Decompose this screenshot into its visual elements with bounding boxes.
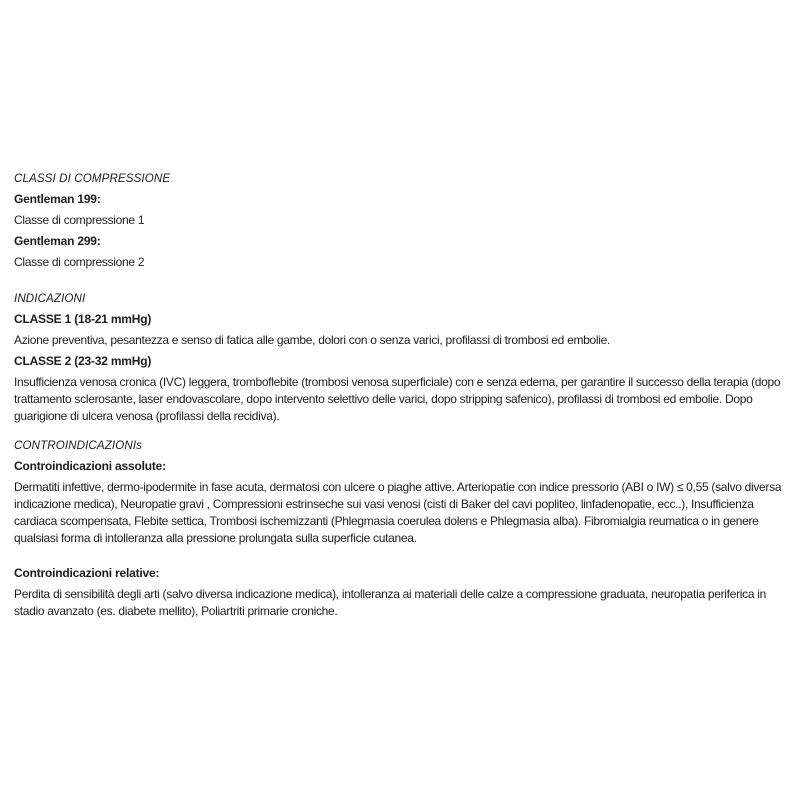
compression-classes-heading: CLASSI DI COMPRESSIONE — [14, 172, 171, 185]
product-class-gentleman-199: Classe di compressione 1 — [14, 213, 145, 227]
absolute-contraindications-text: Dermatiti infettive, dermo-ipodermite in fase acuta, dermatosi con ulcere o piaghe attive. Arteriopatie con indice pressorio (ABI o IW) ≤ 0,55 (salvo diversa indicazione medica), Neuropatie gravi , Compressioni estrinseche sui vasi venosi (cisti di Baker del cavi popliteo, linfadenopatie, ecc..), Insufficienza cardiaca scompensata, Flebite settica, Trombosi ischemizzanti (Phlegmasia coerulea dolens e Phlegmasia alba). Fibromialgia reumatica o in genere qualsiasi forma di intolleranza alla pressione prolungata sulla superficie cutanea. — [14, 480, 782, 545]
class2-title: CLASSE 2 (23-32 mmHg) — [14, 354, 152, 368]
absolute-contraindications-title: Controindicazioni assolute: — [14, 459, 166, 473]
relative-contraindications-text: Perdita di sensibilità degli arti (salvo diversa indicazione medica), intolleranza ai materiali delle calze a compressione graduata, neuropatia periferica in stadio avanzato (es. diabete mellito), Poliartriti primarie croniche. — [14, 587, 766, 618]
product-label-gentleman-299: Gentleman 299: — [14, 234, 101, 248]
class1-title: CLASSE 1 (18-21 mmHg) — [14, 312, 152, 326]
product-class-gentleman-299: Classe di compressione 2 — [14, 255, 145, 269]
section-indications — [14, 290, 786, 425]
section-compression-classes — [14, 170, 786, 271]
product-label-gentleman-199: Gentleman 199: — [14, 192, 101, 206]
relative-contraindications-title: Controindicazioni relative: — [14, 566, 160, 580]
class2-description: Insufficienza venosa cronica (IVC) leggera, tromboflebite (trombosi venosa superficiale) con e senza edema, per garantire il successo della terapia (dopo trattamento sclerosante, laser endovascolare, dopo intervento selettivo delle varici, dopo stripping safenico), profilassi di trombosi ed embolie. Dopo guarigione di ulcera venosa (profilassi della recidiva). — [14, 375, 781, 423]
indications-heading: INDICAZIONI — [14, 292, 86, 305]
contraindications-heading: CONTROINDICAZIONIs — [14, 439, 143, 452]
class1-description: Azione preventiva, pesantezza e senso di fatica alle gambe, dolori con o senza varici, profilassi di trombosi ed embolie. — [14, 333, 611, 347]
section-contraindications — [14, 437, 786, 620]
